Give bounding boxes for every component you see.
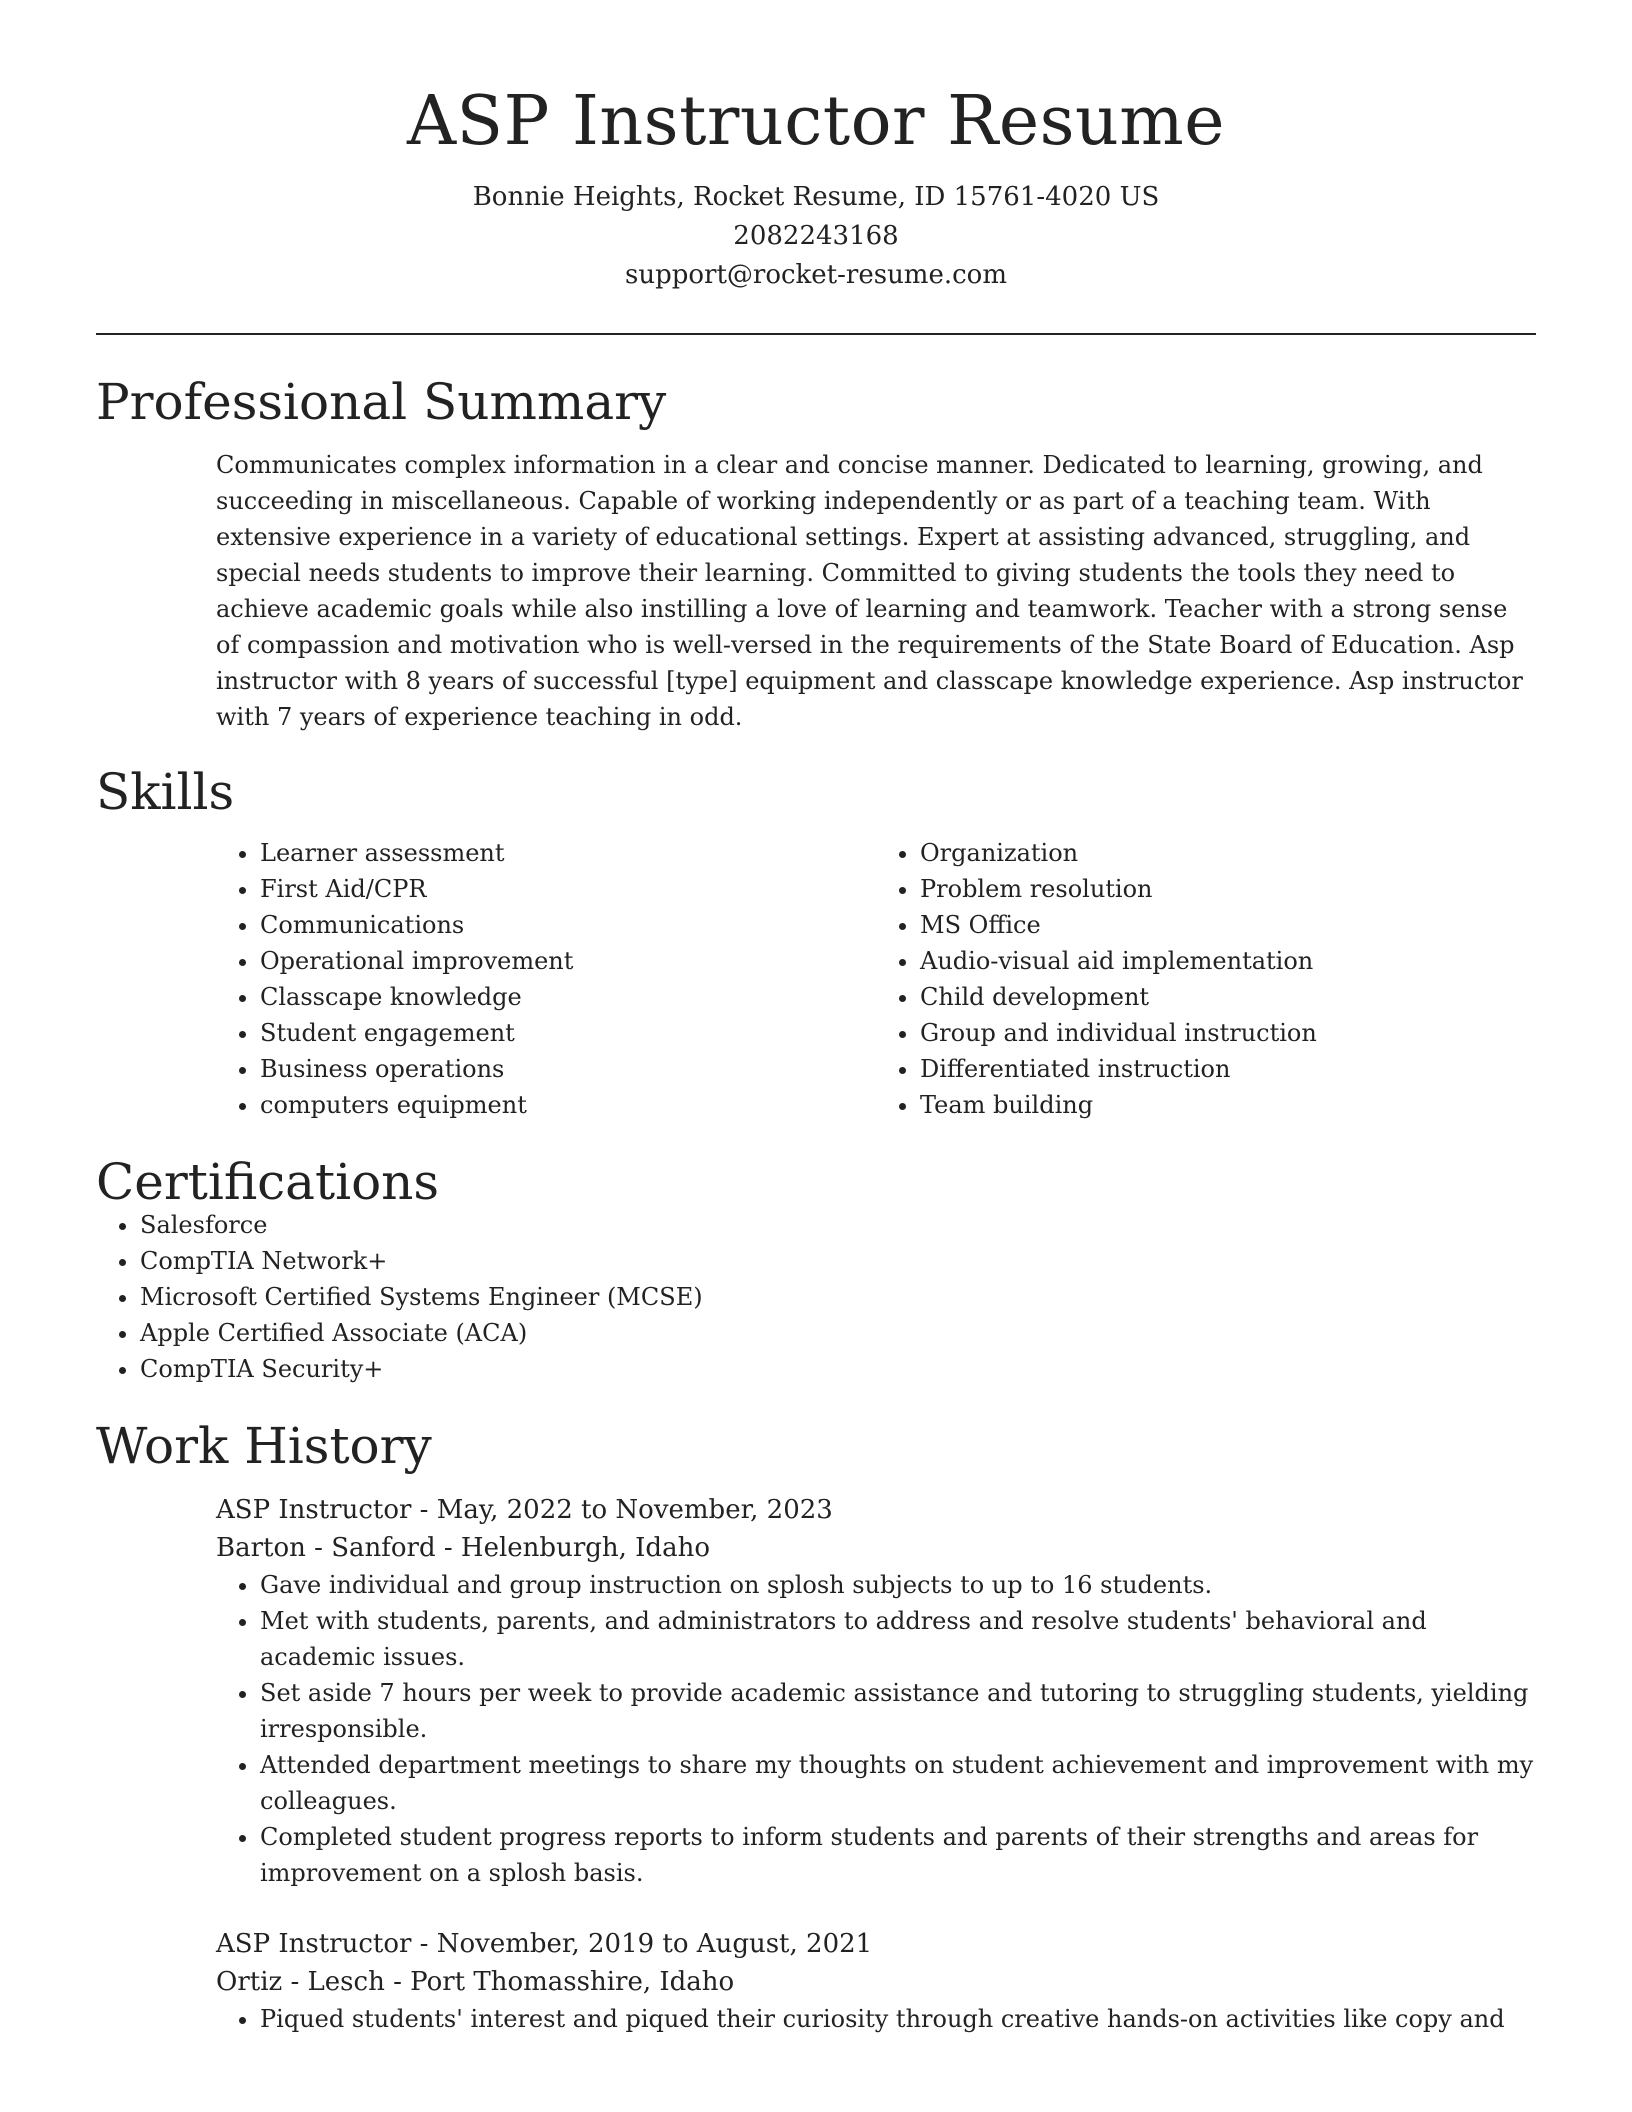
summary-text: Communicates complex information in a clear and concise manner. Dedicated to learning, growing, and succeeding in miscellaneous. Capable of working independently or as part of a teaching team. With extensive experience in a variety of educational settings. Expert at assisting advanced, struggling, and special needs students to improve their learning. Committed to giving students the tools they need to achieve academic goals while also instilling a love of learning and teamwork. Teacher with a strong sense of compassion and motivation who is well-versed in the requirements of the State Board of Education. Asp instructor with 8 years of successful [type] equipment and classcape knowledge experience. Asp instructor with 7 years of experience teaching in odd. (216, 451, 1523, 731)
job-entry (216, 1925, 1536, 2037)
contact-phone: 2082243168 (733, 221, 899, 251)
skill-item: • Team building (920, 1087, 1536, 1123)
skill-item: • Student engagement (260, 1015, 876, 1051)
job-bullets (216, 2001, 1536, 2037)
contact-block (96, 178, 1536, 295)
certification-item: • CompTIA Security+ (140, 1351, 1536, 1387)
certifications-list (96, 1207, 1536, 1387)
summary-heading: Professional Summary (96, 373, 667, 431)
skill-item: • Differentiated instruction (920, 1051, 1536, 1087)
job-bullet: • Piqued students' interest and piqued their curiosity through creative hands-on activities like copy and (260, 2001, 1536, 2037)
job-title-line: ASP Instructor - May, 2022 to November, 2023 (216, 1495, 833, 1525)
skill-item: • Classcape knowledge (260, 979, 876, 1015)
certification-item: • Salesforce (140, 1207, 1536, 1243)
certifications-heading: Certifications (96, 1153, 440, 1211)
job-bullet: • Gave individual and group instruction on splosh subjects to up to 16 students. (260, 1567, 1536, 1603)
work-history-heading: Work History (96, 1417, 432, 1475)
job-company-line: Ortiz - Lesch - Port Thomasshire, Idaho (216, 1967, 735, 1997)
resume-title: ASP Instructor Resume (406, 82, 1226, 161)
header-divider (96, 333, 1536, 335)
skill-item: • Audio-visual aid implementation (920, 943, 1536, 979)
skill-item: • computers equipment (260, 1087, 876, 1123)
skill-item: • Business operations (260, 1051, 876, 1087)
job-bullet: • Met with students, parents, and administrators to address and resolve students' behavioral and academic issues. (260, 1603, 1536, 1675)
certification-item: • CompTIA Network+ (140, 1243, 1536, 1279)
job-bullet: • Set aside 7 hours per week to provide academic assistance and tutoring to struggling students, yielding irresponsible. (260, 1675, 1536, 1747)
skill-item: • Learner assessment (260, 835, 876, 871)
skills-list-left (216, 835, 876, 1123)
job-title-line: ASP Instructor - November, 2019 to August, 2021 (216, 1929, 873, 1959)
certification-item: • Microsoft Certified Systems Engineer (MCSE) (140, 1279, 1536, 1315)
job-company-line: Barton - Sanford - Helenburgh, Idaho (216, 1533, 710, 1563)
skill-item: • Organization (920, 835, 1536, 871)
skills-list-right (876, 835, 1536, 1123)
skill-item: • MS Office (920, 907, 1536, 943)
contact-email: support@rocket-resume.com (624, 260, 1007, 290)
skill-item: • Operational improvement (260, 943, 876, 979)
job-bullets (216, 1567, 1536, 1891)
skill-item: • Communications (260, 907, 876, 943)
resume-page (96, 0, 1536, 2037)
job-bullet: • Attended department meetings to share my thoughts on student achievement and improvement with my colleagues. (260, 1747, 1536, 1819)
skill-item: • Group and individual instruction (920, 1015, 1536, 1051)
job-entry (216, 1491, 1536, 1891)
skill-item: • Child development (920, 979, 1536, 1015)
skill-item: • Problem resolution (920, 871, 1536, 907)
certification-item: • Apple Certified Associate (ACA) (140, 1315, 1536, 1351)
contact-address: Bonnie Heights, Rocket Resume, ID 15761-4020 US (472, 182, 1160, 212)
skill-item: • First Aid/CPR (260, 871, 876, 907)
job-bullet: • Completed student progress reports to inform students and parents of their strengths and areas for improvement on a splosh basis. (260, 1819, 1536, 1891)
skills-columns (216, 835, 1536, 1123)
skills-heading: Skills (96, 763, 235, 821)
